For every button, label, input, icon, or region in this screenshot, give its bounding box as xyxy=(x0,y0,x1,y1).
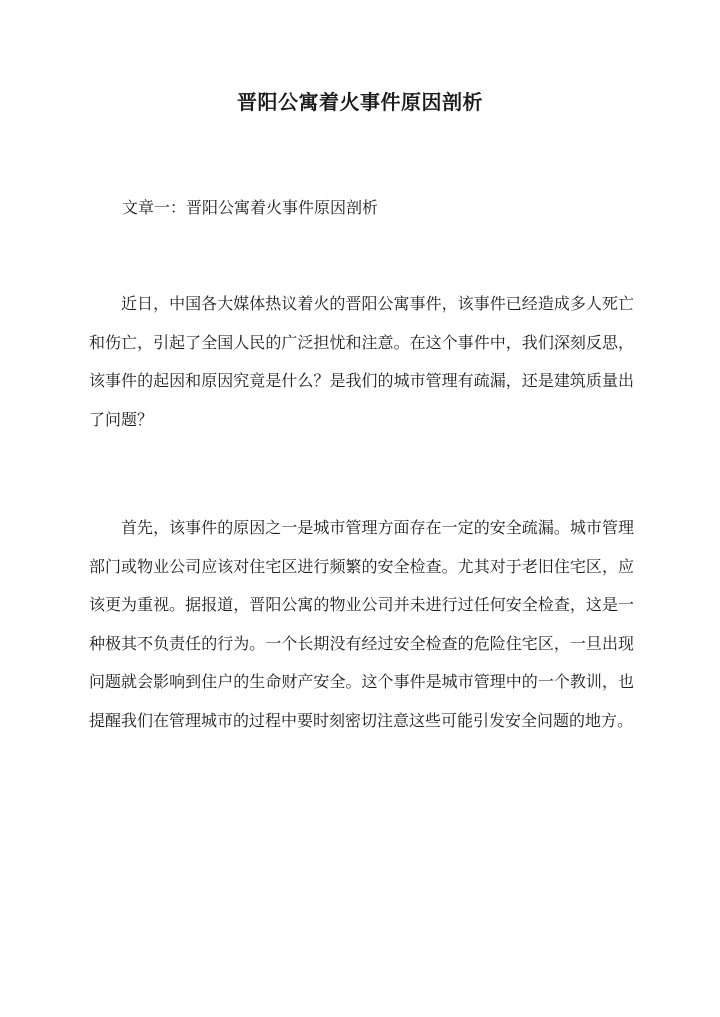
article-subtitle: 文章一：晋阳公寓着火事件原因剖析 xyxy=(122,198,379,217)
paragraph-2: 首先，该事件的原因之一是城市管理方面存在一定的安全疏漏。城市管理部门或物业公司应该对住宅区进行频繁的安全检查。尤其对于老旧住宅区，应该更为重视。据报道，晋阳公寓的物业公司并未进行过任何安全检查，这是一种极其不负责任的行为。一个长期没有经过安全检查的危险住宅区，一旦出现问题就会影响到住户的生命财产安全。这个事件是城市管理中的一个教训，也提醒我们在管理城市的过程中要时刻密切注意这些可能引发安全问题的地方。 xyxy=(89,518,634,730)
paragraph-1: 近日，中国各大媒体热议着火的晋阳公寓事件，该事件已经造成多人死亡和伤亡，引起了全国人民的广泛担忧和注意。在这个事件中，我们深刻反思，该事件的起因和原因究竟是什么？是我们的城市管理有疏漏，还是建筑质量出了问题？ xyxy=(89,294,634,429)
document-title: 晋阳公寓着火事件原因剖析 xyxy=(237,90,483,114)
